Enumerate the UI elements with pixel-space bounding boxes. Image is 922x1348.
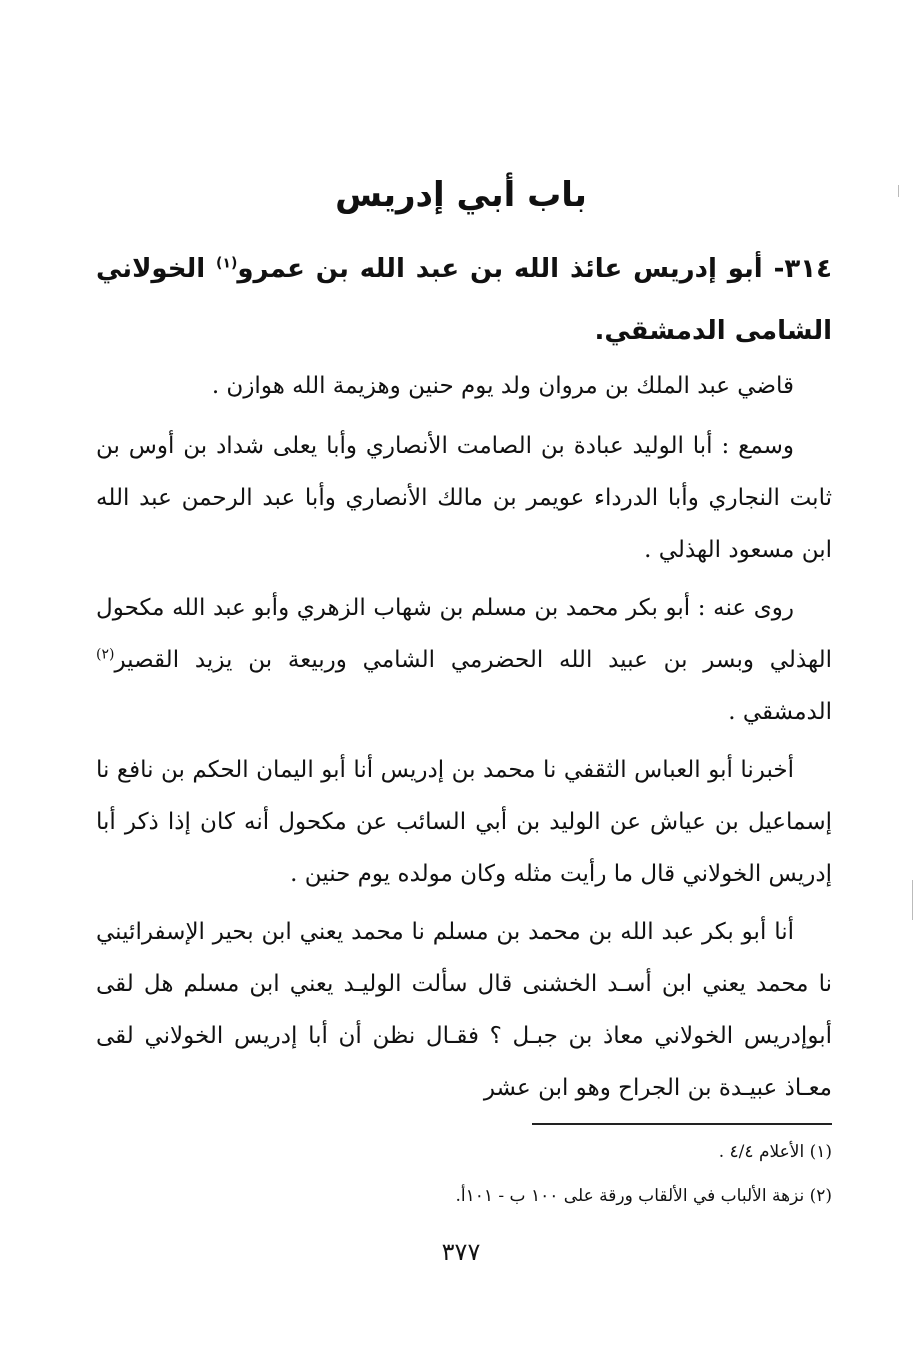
scan-edge-mark xyxy=(898,185,899,197)
footnote-divider xyxy=(532,1123,832,1125)
page-number: ٣٧٧ xyxy=(441,1238,481,1266)
paragraph-report-1: أخبرنا أبو العباس الثقفي نا محمد بن إدريس أنا أبو اليمان الحكم بن نافع نا إسماعيل بن عياش عن الوليد بن أبي السائب عن مكحول أنه كان إذا ذكر أبا إدريس الخولاني قال ما رأيت مثله وكان مولده يوم حنين . xyxy=(96,757,832,887)
paragraph-report-2: أنا أبو بكر عبد الله بن محمد بن مسلم نا محمد يعني ابن بحير الإسفرائيني نا محمد يعني ابن أسـد الخشنى قال سألت الوليـد يعني ابن مسلم هل لقى أبوإدريس الخولاني معاذ بن جبـل ؟ فقـال نظن أن أبا إدريس الخولاني لقى معـاذ عبيـدة بن الجراح وهو ابن عشر xyxy=(96,919,832,1101)
footnote-1: (١) الأعلام ٤/٤ . xyxy=(718,1142,832,1162)
paragraph-narrators-end: الدمشقي . xyxy=(728,699,832,725)
scan-edge-mark xyxy=(912,880,913,920)
footnote-ref-2[interactable]: (٢) xyxy=(96,646,115,663)
entry-heading xyxy=(96,238,832,362)
paragraph-narrators-text: روى عنه : أبو بكر محمد بن مسلم بن شهاب الزهري وأبو عبد الله مكحول الهذلي وبسر بن عبيد الله الحضرمي الشامي وربيعة بن يزيد القصير xyxy=(96,595,832,673)
entry-heading-main: ٣١٤- أبو إدريس عائذ الله بن عبد الله بن عمرو xyxy=(237,254,832,284)
footnote-ref-1[interactable]: (١) xyxy=(216,255,238,272)
entry-heading-end: الخولاني الشامى الدمشقي. xyxy=(96,254,832,346)
paragraph-narrators xyxy=(96,582,832,738)
chapter-title: باب أبي إدريس xyxy=(335,175,587,215)
footnotes xyxy=(96,1130,832,1218)
footnote-2: (٢) نزهة الألباب في الألقاب ورقة على ١٠٠ ب - ١٠١أ. xyxy=(455,1186,832,1206)
paragraph-biography: قاضي عبد الملك بن مروان ولد يوم حنين وهزيمة الله هوازن . xyxy=(211,373,794,399)
paragraph-teachers: وسمع : أبا الوليد عبادة بن الصامت الأنصاري وأبا يعلى شداد بن أوس بن ثابت النجاري وأبا الدرداء عويمر بن مالك الأنصاري وأبا عبد الرحمن عبد الله ابن مسعود الهذلي . xyxy=(96,433,832,563)
